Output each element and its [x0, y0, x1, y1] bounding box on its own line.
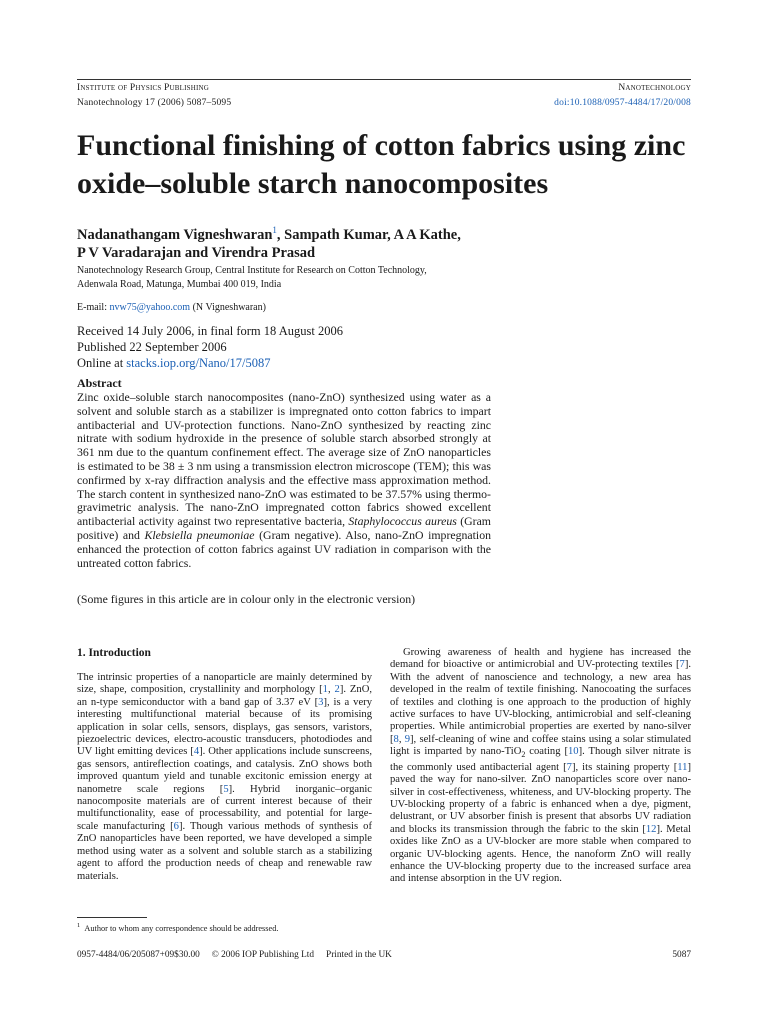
- text-run: ,: [398, 733, 405, 745]
- text-run: ]. Though silver nitrate is the commonly used antibacterial agent [: [390, 746, 691, 773]
- abstract-text: [77, 391, 491, 570]
- author-footnote-mark[interactable]: 1: [272, 225, 277, 235]
- publisher-name: Institute of Physics Publishing: [77, 83, 210, 93]
- text-run: ]. Though various methods of synthesis of ZnO nanoparticles have been reported, we have developed a simple method using water as a solvent and soluble starch as a stabilizing agent to afford the production needs of cheap and renewable raw materials.: [77, 820, 372, 882]
- footnote-rule: [77, 917, 147, 918]
- affiliation-line-2: Adenwala Road, Matunga, Mumbai 400 019, India: [77, 278, 282, 290]
- text-run: ], is a very interesting multifunctional material because of its promising application in solar cells, sensors, displays, gas sensors, varistors, piezoelectric devices, electro-acoustic transducers, photodiodes and UV light emitting devices [: [77, 696, 372, 758]
- text-run: ]. ZnO, an n-type semiconductor with a band gap of 3.37 eV [: [77, 684, 372, 708]
- species-name: Klebsiella pneumoniae: [144, 527, 255, 542]
- text-run: ]. Other applications include sunscreens, gas sensors, antireflection coatings, and catalysis. ZnO shows both improved quantum yield and tunable excitonic emission energy at nanometre scale regions [: [77, 746, 372, 795]
- text-run: ,: [327, 684, 335, 696]
- section-heading-introduction: 1. Introduction: [77, 647, 151, 659]
- reference-link[interactable]: 1: [322, 684, 328, 696]
- article-title: Functional finishing of cotton fabrics using zinc oxide–soluble starch nanocomposites: [77, 129, 686, 200]
- abstract-heading: Abstract: [77, 376, 122, 390]
- received-date: Received 14 July 2006, in final form 18 August 2006: [77, 324, 343, 338]
- reference-link[interactable]: 8: [393, 733, 399, 745]
- text-run: The intrinsic properties of a nanoparticle are mainly determined by size, shape, composition, crystallinity and morphology [: [77, 672, 372, 696]
- reference-link[interactable]: 2: [334, 684, 340, 696]
- email-label: E-mail:: [77, 302, 110, 313]
- header-top-rule: [77, 79, 691, 80]
- copyright: © 2006 IOP Publishing Ltd: [211, 950, 315, 960]
- reference-link[interactable]: 4: [193, 746, 200, 758]
- subscript: 2: [521, 750, 526, 760]
- author-line-1-rest: , Sampath Kumar, A A Kathe,: [276, 226, 461, 243]
- reference-link[interactable]: 3: [318, 696, 324, 708]
- intro-paragraph-left: [77, 672, 372, 883]
- footnote-text: Author to whom any correspondence should be addressed.: [84, 923, 279, 933]
- abstract-part: Zinc oxide–soluble starch nanocomposites (nano-ZnO) synthesized using water as a solvent and soluble starch as a stabilizer is impregnated onto cotton fabrics to impart antibacterial and UV-protection functions. Nano-ZnO synthesized by reacting zinc nitrate with sodium hydroxide in the presence of soluble starch absorbed strongly at 361 nm due to the quantum confinement effect. The average size of ZnO nanoparticles is estimated to be 38 ± 3 nm using a transmission electron microscope (TEM); this was confirmed by x-ray diffraction analysis and the effective mass approximation method. The starch content in synthesized nano-ZnO was estimated to be 37.57% using thermo-gravimetric analysis. The nano-ZnO impregnated cotton fabrics showed excellent antibacterial activity against two representative bacteria,: [77, 390, 491, 529]
- abstract-part: (Gram positive) and: [77, 514, 491, 542]
- page-number: 5087: [672, 950, 691, 960]
- reference-link[interactable]: 7: [679, 659, 685, 671]
- journal-name: Nanotechnology: [618, 83, 691, 93]
- online-url-link[interactable]: stacks.iop.org/Nano/17/5087: [126, 356, 271, 370]
- email-link[interactable]: nvw75@yahoo.com: [109, 302, 191, 313]
- text-run: ] paved the way for nano-silver. ZnO nanoparticles score over nano-silver in cost-effectiveness, whiteness, and UV-blocking property. The UV-blocking property of a fabric is enhanced when a dye, pigment, delustrant, or UV absorber finish is present that absorbs UV radiation and blocks its transmission through the fabric to the skin [: [390, 761, 691, 835]
- author-line-2: P V Varadarajan and Virendra Prasad: [77, 244, 316, 261]
- doi-link[interactable]: doi:10.1088/0957-4484/17/20/008: [554, 98, 691, 108]
- printed-in: Printed in the UK: [326, 950, 392, 960]
- footnote: [77, 922, 278, 933]
- text-run: ], self-cleaning of wine and coffee stains using a solar stimulated light is imparted by nano-TiO: [390, 733, 691, 758]
- text-run: Growing awareness of health and hygiene has increased the demand for bioactive or antimicrobial and UV-protecting textiles [: [390, 647, 691, 671]
- text-run: ], its staining property [: [571, 761, 678, 773]
- colour-note: (Some figures in this article are in colour only in the electronic version): [77, 592, 416, 606]
- text-run: coating [: [525, 746, 568, 758]
- text-run: ]. Hybrid inorganic–organic nanocomposite materials are of current interest because of their multifunctionality, ease of processability, and potential for large-scale manufacturing [: [77, 783, 373, 832]
- reference-link[interactable]: 12: [645, 823, 657, 835]
- footer-info: [77, 950, 392, 960]
- affiliation-line-1: Nanotechnology Research Group, Central Institute for Research on Cotton Technology,: [77, 265, 427, 276]
- reference-link[interactable]: 7: [566, 761, 572, 773]
- reference-link[interactable]: 5: [223, 783, 229, 795]
- reference-link[interactable]: 9: [404, 733, 411, 745]
- affiliation: [77, 264, 577, 291]
- text-run: ]. Metal oxides like ZnO as a UV-blocker are more stable when compared to organic UV-blocking agents. Hence, the nanoform ZnO will really enhance the UV-blocking property due to the increased surface area and intense absorption in the UV region.: [390, 823, 691, 885]
- email-line: [77, 302, 266, 313]
- publication-dates: [77, 323, 343, 371]
- footnote-mark: 1: [77, 922, 81, 929]
- intro-paragraph-right: [390, 647, 691, 886]
- online-label: Online at: [77, 356, 127, 370]
- abstract-part: (Gram negative). Also, nano-ZnO impregnation enhanced the protection of cotton fabrics against UV radiation in comparison with the untreated cotton fabrics.: [77, 527, 492, 570]
- email-owner: (N Vigneshwaran): [190, 302, 266, 313]
- published-date: Published 22 September 2006: [77, 340, 227, 354]
- reference-link[interactable]: 10: [567, 746, 579, 758]
- text-run: ]. With the advent of nanoscience and technology, a new area has developed in the realm of textile finishing. Nanocoating the surfaces of textiles and clothing is one approach to the production of highly active surfaces to have UV-blocking, antimicrobial and self-cleaning properties. While antimicrobial properties are exerted by nano-silver [: [390, 659, 691, 745]
- author-list: [77, 221, 697, 262]
- reference-link[interactable]: 6: [173, 820, 179, 832]
- citation: Nanotechnology 17 (2006) 5087–5095: [77, 98, 232, 108]
- issn-code: 0957-4484/06/205087+09$30.00: [77, 950, 200, 960]
- reference-link[interactable]: 11: [677, 761, 688, 773]
- author-first: Nadanathangam Vigneshwaran: [77, 226, 273, 243]
- species-name: Staphylococcus aureus: [348, 514, 457, 529]
